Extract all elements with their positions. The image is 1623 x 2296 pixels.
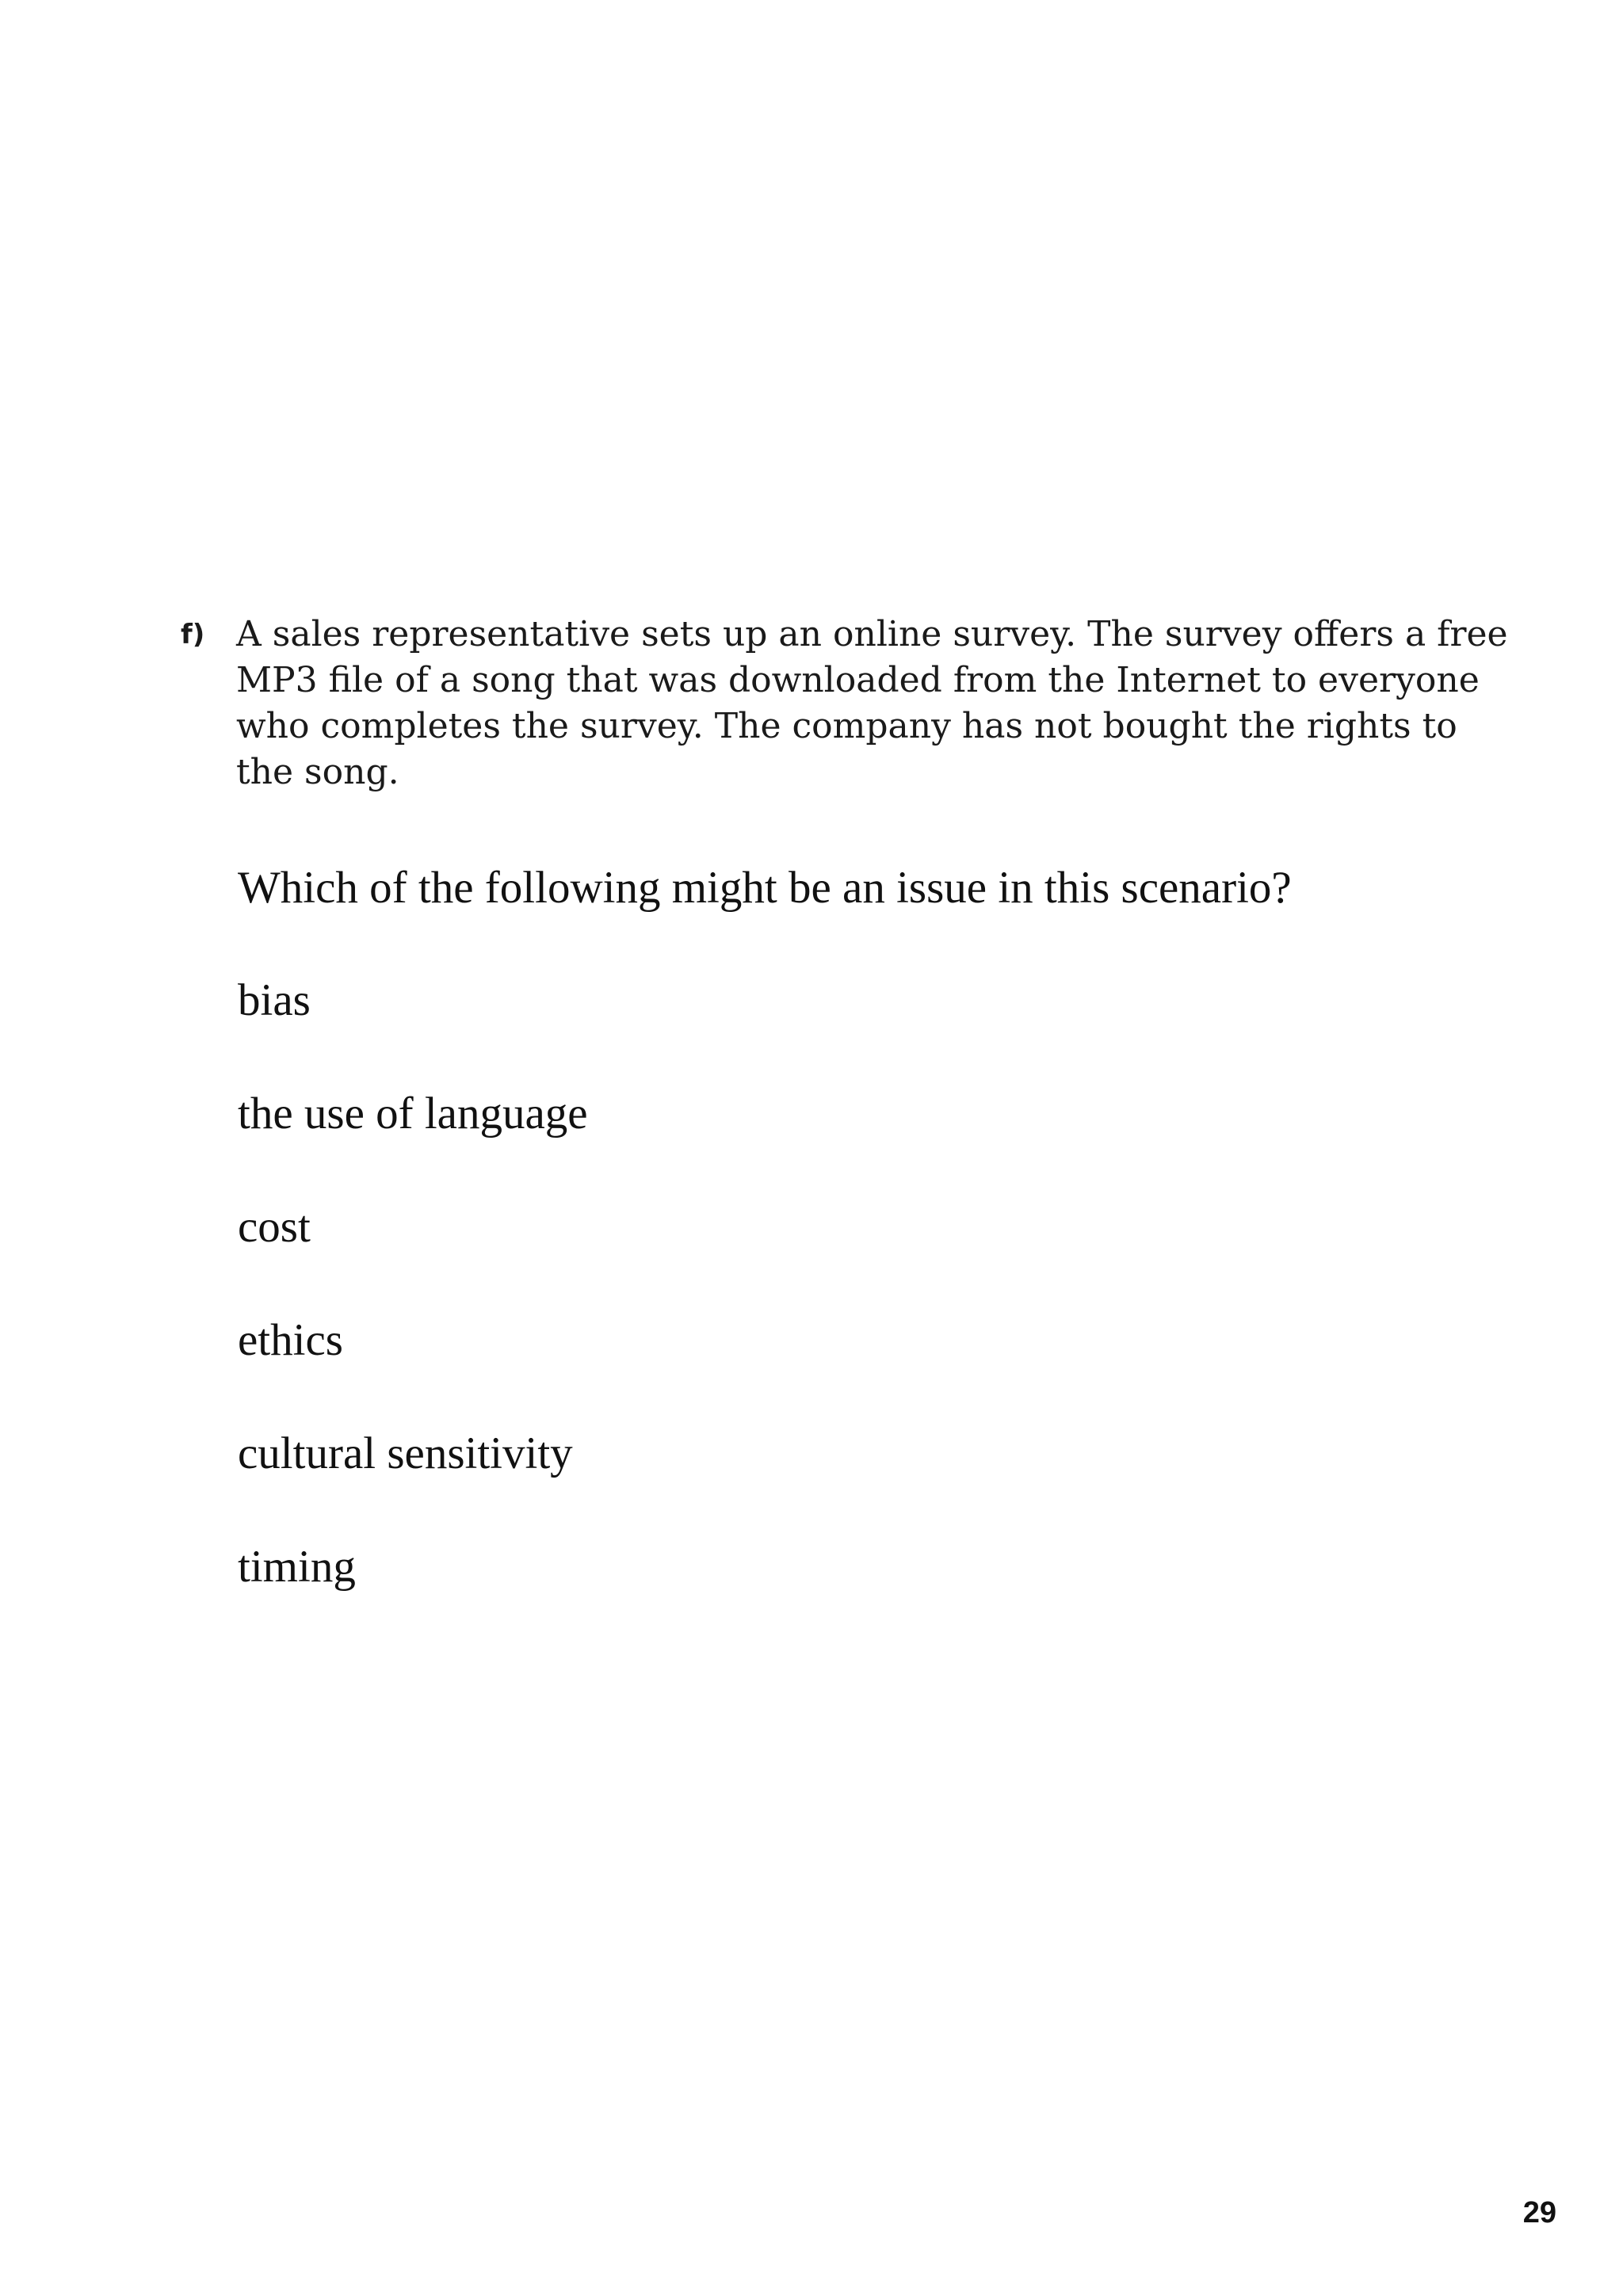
option-timing[interactable]: timing	[238, 1542, 356, 1592]
option-cultural-sensitivity[interactable]: cultural sensitivity	[238, 1428, 573, 1478]
page-number: 29	[1522, 2196, 1556, 2229]
question-text: Which of the following might be an issue in this scenario?	[238, 863, 1292, 913]
scenario-line: who completes the survey. The company has not bought the rights to	[236, 706, 1457, 746]
scenario-block	[181, 612, 1508, 795]
option-ethics[interactable]: ethics	[238, 1315, 343, 1365]
option-bias[interactable]: bias	[238, 975, 311, 1025]
scenario-label: f)	[181, 619, 205, 650]
scenario-line: MP3 file of a song that was downloaded from the Internet to everyone	[236, 660, 1480, 700]
option-cost[interactable]: cost	[238, 1202, 311, 1252]
options-list	[238, 974, 588, 1654]
scenario-line: the song.	[236, 752, 399, 792]
scenario-line: A sales representative sets up an online survey. The survey offers a free	[236, 614, 1508, 654]
option-use-of-language[interactable]: the use of language	[238, 1089, 588, 1138]
